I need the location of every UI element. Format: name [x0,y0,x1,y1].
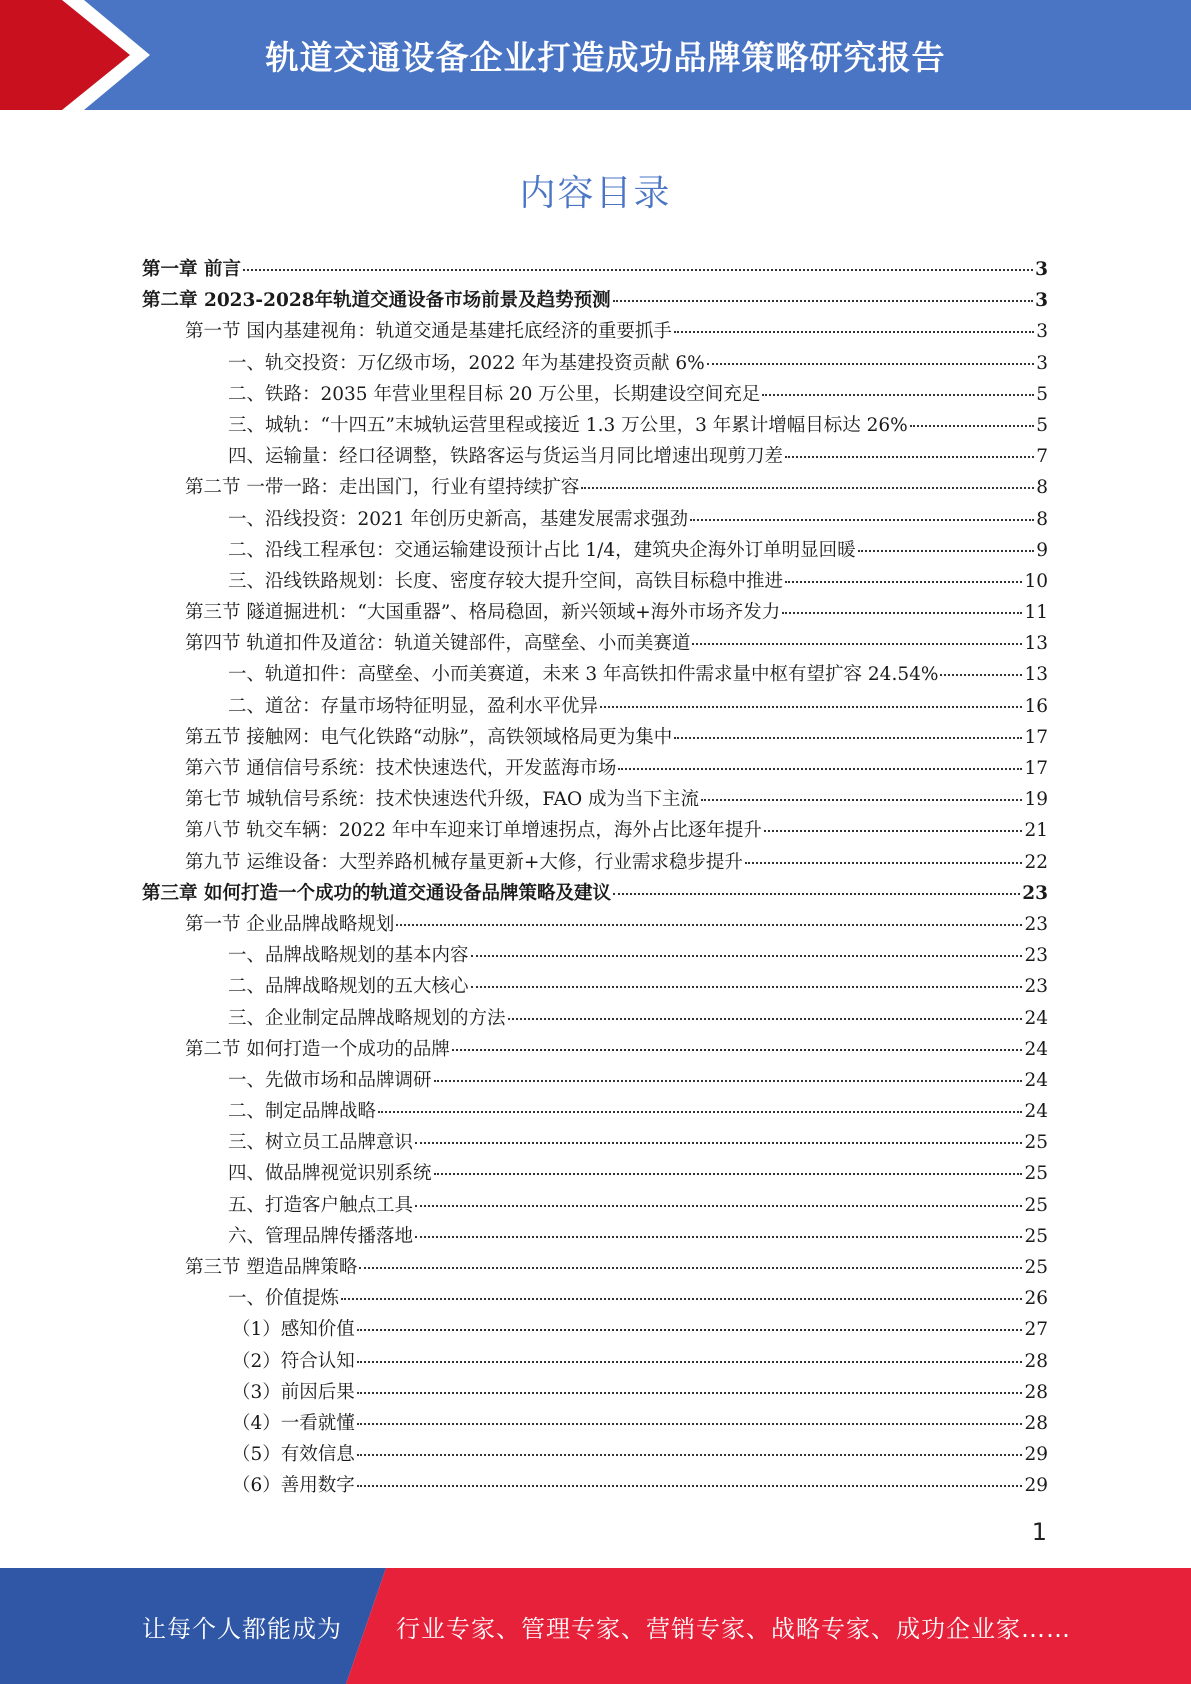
toc-heading: 内容目录 [519,173,672,214]
toc-entry[interactable] [142,1221,1048,1252]
toc-leader-dots [613,300,1034,302]
toc-leader-dots [357,1329,1023,1331]
toc-entry[interactable] [142,597,1048,628]
toc-leader-dots [762,394,1034,396]
toc-entry-title: 三、城轨：“十四五”末城轨运营里程或接近 1.3 万公里，3 年累计增幅目标达 26% [228,414,908,436]
toc-entry-title: 第七节 城轨信号系统：技术快速迭代升级，FAO 成为当下主流 [185,789,700,811]
footer-banner [0,1568,1191,1684]
toc-entry-page: 10 [1024,570,1048,592]
toc-leader-dots [415,1142,1022,1144]
toc-entry-page: 24 [1024,1101,1048,1123]
toc-entry[interactable] [142,753,1048,784]
toc-entry[interactable] [142,441,1048,472]
toc-entry[interactable] [142,691,1048,722]
toc-leader-dots [674,737,1022,739]
toc-entry-title: 三、树立员工品牌意识 [228,1132,414,1154]
toc-entry-title: 二、铁路：2035 年营业里程目标 20 万公里，长期建设空间充足 [228,383,761,405]
toc-entry-title: 五、打造客户触点工具 [228,1194,414,1216]
toc-leader-dots [415,1236,1022,1238]
toc-entry-title: 二、沿线工程承包：交通运输建设预计占比 1/4，建筑央企海外订单明显回暖 [228,539,856,561]
toc-entry[interactable] [142,628,1048,659]
toc-entry-title: （6）善用数字 [232,1475,355,1497]
toc-leader-dots [452,1049,1023,1051]
toc-entry[interactable] [142,971,1048,1002]
toc-entry[interactable] [142,940,1048,971]
toc-entry-page: 23 [1024,913,1048,935]
toc-leader-dots [613,893,1020,895]
toc-entry-page: 3 [1036,352,1048,374]
toc-entry[interactable] [142,348,1048,379]
toc-entry-title: 第一节 企业品牌战略规划 [185,913,395,935]
toc-entry-title: 二、品牌战略规划的五大核心 [228,976,469,998]
toc-entry[interactable] [142,1034,1048,1065]
toc-leader-dots [692,643,1022,645]
toc-entry-page: 25 [1024,1257,1048,1278]
toc-entry-title: 一、价值提炼 [228,1288,340,1310]
toc-entry-page: 17 [1024,726,1048,748]
toc-entry[interactable] [142,285,1048,316]
toc-entry-page: 23 [1024,945,1048,967]
toc-entry-title: 四、做品牌视觉识别系统 [228,1163,432,1185]
toc-entry-page: 23 [1024,976,1048,998]
toc-entry[interactable] [142,1439,1048,1470]
toc-entry-page: 24 [1024,1007,1048,1029]
toc-entry[interactable] [142,784,1048,815]
toc-leader-dots [415,1205,1022,1207]
toc-leader-dots [701,799,1022,801]
toc-entry[interactable] [142,535,1048,566]
toc-entry[interactable] [142,1314,1048,1345]
toc-leader-dots [471,986,1023,988]
toc-entry-title: 三、沿线铁路规划：长度、密度存较大提升空间，高铁目标稳中推进 [228,570,784,592]
toc-entry[interactable] [142,1470,1048,1501]
toc-leader-dots [357,1485,1023,1487]
toc-leader-dots [785,581,1022,583]
toc-entry-title: 第二节 如何打造一个成功的品牌 [185,1038,450,1060]
toc-entry-page: 13 [1024,664,1048,686]
toc-leader-dots [782,612,1022,614]
toc-entry-page: 21 [1024,820,1048,842]
toc-leader-dots [357,1392,1023,1394]
page-number: 1 [1031,1518,1047,1546]
toc-leader-dots [581,487,1034,489]
toc-entry-title: 第二节 一带一路：走出国门，行业有望持续扩容 [185,477,580,499]
toc-entry-title: 第三节 塑造品牌策略 [185,1257,358,1278]
toc-entry-page: 23 [1022,882,1048,904]
toc-entry[interactable] [142,316,1048,347]
toc-entry[interactable] [142,1065,1048,1096]
toc-entry-page: 24 [1024,1069,1048,1091]
toc-entry-page: 28 [1024,1381,1048,1403]
toc-entry-title: （5）有效信息 [232,1444,355,1466]
toc-entry-page: 24 [1024,1038,1048,1060]
toc-leader-dots [690,519,1034,521]
toc-entry-page: 25 [1024,1163,1048,1185]
footer-slogan-right: 行业专家、管理专家、营销专家、战略专家、成功企业家…… [396,1614,1071,1643]
toc-leader-dots [359,1267,1022,1269]
toc-leader-dots [378,1111,1022,1113]
toc-entry[interactable] [142,1096,1048,1127]
toc-entry[interactable] [142,1408,1048,1439]
toc-entry[interactable] [142,815,1048,846]
toc-leader-dots [357,1454,1023,1456]
toc-leader-dots [910,425,1034,427]
toc-entry[interactable] [142,472,1048,503]
toc-entry[interactable] [142,566,1048,597]
toc-entry-title: 六、管理品牌传播落地 [228,1225,414,1247]
report-title: 轨道交通设备企业打造成功品牌策略研究报告 [265,37,946,77]
toc-entry[interactable] [142,1346,1048,1377]
toc-entry-title: 第一章 前言 [142,259,241,280]
toc-entry-title: 一、轨道扣件：高壁垒、小而美赛道，未来 3 年高铁扣件需求量中枢有望扩容 24.54% [228,664,939,686]
toc-leader-dots [618,768,1022,770]
toc-entry-page: 8 [1036,508,1048,530]
toc-entry-page: 29 [1024,1475,1048,1497]
toc-entry[interactable] [142,1190,1048,1221]
toc-entry[interactable] [142,254,1048,285]
footer-slogan-left: 让每个人都能成为 [142,1614,342,1643]
toc-entry-title: 一、轨交投资：万亿级市场，2022 年为基建投资贡献 6% [228,352,705,374]
toc-leader-dots [785,456,1034,458]
toc-entry[interactable] [142,1283,1048,1314]
toc-entry-page: 25 [1024,1132,1048,1154]
toc-entry-title: 第五节 接触网：电气化铁路“动脉”，高铁领域格局更为集中 [185,726,673,748]
toc-entry[interactable] [142,1252,1048,1283]
toc-entry[interactable] [142,722,1048,753]
toc-entry-title: （1）感知价值 [232,1319,355,1341]
toc-entry-title: 第三章 如何打造一个成功的轨道交通设备品牌策略及建议 [142,882,611,904]
toc-entry[interactable] [142,504,1048,535]
toc-entry-title: 第六节 通信信号系统：技术快速迭代，开发蓝海市场 [185,758,617,779]
toc-leader-dots [940,674,1022,676]
toc-entry-title: 第二章 2023-2028年轨道交通设备市场前景及趋势预测 [142,290,611,312]
toc-leader-dots [434,1173,1023,1175]
toc-entry-title: 第三节 隧道掘进机：“大国重器”、格局稳固，新兴领域+海外市场齐发力 [185,602,781,624]
toc-entry-title: （2）符合认知 [232,1350,355,1372]
toc-entry-page: 22 [1024,851,1048,873]
toc-leader-dots [745,862,1023,864]
toc-leader-dots [674,331,1034,333]
toc-entry-title: 第九节 运维设备：大型养路机械存量更新+大修，行业需求稳步提升 [185,851,743,873]
toc-leader-dots [764,830,1023,832]
toc-entry-title: 一、沿线投资：2021 年创历史新高，基建发展需求强劲 [228,508,688,530]
toc-entry-page: 7 [1036,446,1048,468]
toc-entry-page: 5 [1036,383,1048,405]
toc-entry[interactable] [142,659,1048,690]
toc-entry[interactable] [142,847,1048,878]
toc-entry-title: 第一节 国内基建视角：轨道交通是基建托底经济的重要抓手 [185,321,672,343]
toc-leader-dots [357,1361,1023,1363]
toc-entry-page: 28 [1024,1350,1048,1372]
toc-entry-page: 5 [1036,414,1048,436]
toc-leader-dots [471,955,1023,957]
toc-entry-page: 19 [1024,789,1048,811]
table-of-contents [142,254,1048,1502]
toc-leader-dots [243,269,1033,271]
toc-entry-page: 28 [1024,1412,1048,1434]
toc-entry-page: 13 [1024,633,1048,655]
toc-entry-title: 第四节 轨道扣件及道岔：轨道关键部件，高壁垒、小而美赛道 [185,633,691,655]
toc-entry-page: 3 [1035,259,1048,280]
toc-leader-dots [858,550,1035,552]
header-banner [0,0,1191,110]
toc-entry-page: 25 [1024,1225,1048,1247]
toc-entry-page: 27 [1024,1319,1048,1341]
toc-entry-page: 3 [1036,321,1048,343]
toc-entry[interactable] [142,1003,1048,1034]
toc-leader-dots [396,924,1022,926]
toc-entry-title: 一、品牌战略规划的基本内容 [228,945,469,967]
toc-entry[interactable] [142,1377,1048,1408]
toc-entry[interactable] [142,909,1048,940]
toc-entry-page: 3 [1035,290,1048,312]
toc-entry-title: 二、道岔：存量市场特征明显，盈利水平优异 [228,695,599,717]
toc-entry[interactable] [142,1127,1048,1158]
toc-entry-page: 11 [1024,602,1048,624]
toc-entry[interactable] [142,379,1048,410]
toc-entry-page: 17 [1024,758,1048,779]
toc-entry[interactable] [142,1158,1048,1189]
toc-entry-title: （4）一看就懂 [232,1412,355,1434]
toc-entry-page: 9 [1036,539,1048,561]
toc-leader-dots [508,1018,1023,1020]
toc-entry-title: 第八节 轨交车辆：2022 年中车迎来订单增速拐点，海外占比逐年提升 [185,820,762,842]
toc-entry[interactable] [142,410,1048,441]
toc-entry-title: 一、先做市场和品牌调研 [228,1069,432,1091]
toc-leader-dots [707,363,1035,365]
toc-entry-page: 8 [1036,477,1048,499]
toc-leader-dots [434,1080,1023,1082]
toc-entry-title: 四、运输量：经口径调整，铁路客运与货运当月同比增速出现剪刀差 [228,446,784,468]
toc-entry-title: 二、制定品牌战略 [228,1101,377,1123]
toc-entry-page: 16 [1024,695,1048,717]
toc-entry-page: 25 [1024,1194,1048,1216]
toc-entry-title: 三、企业制定品牌战略规划的方法 [228,1007,506,1029]
toc-leader-dots [357,1423,1023,1425]
toc-entry-title: （3）前因后果 [232,1381,355,1403]
toc-entry-page: 26 [1024,1288,1048,1310]
toc-leader-dots [341,1298,1022,1300]
toc-leader-dots [600,706,1022,708]
toc-entry-page: 29 [1024,1444,1048,1466]
toc-entry[interactable] [142,878,1048,909]
